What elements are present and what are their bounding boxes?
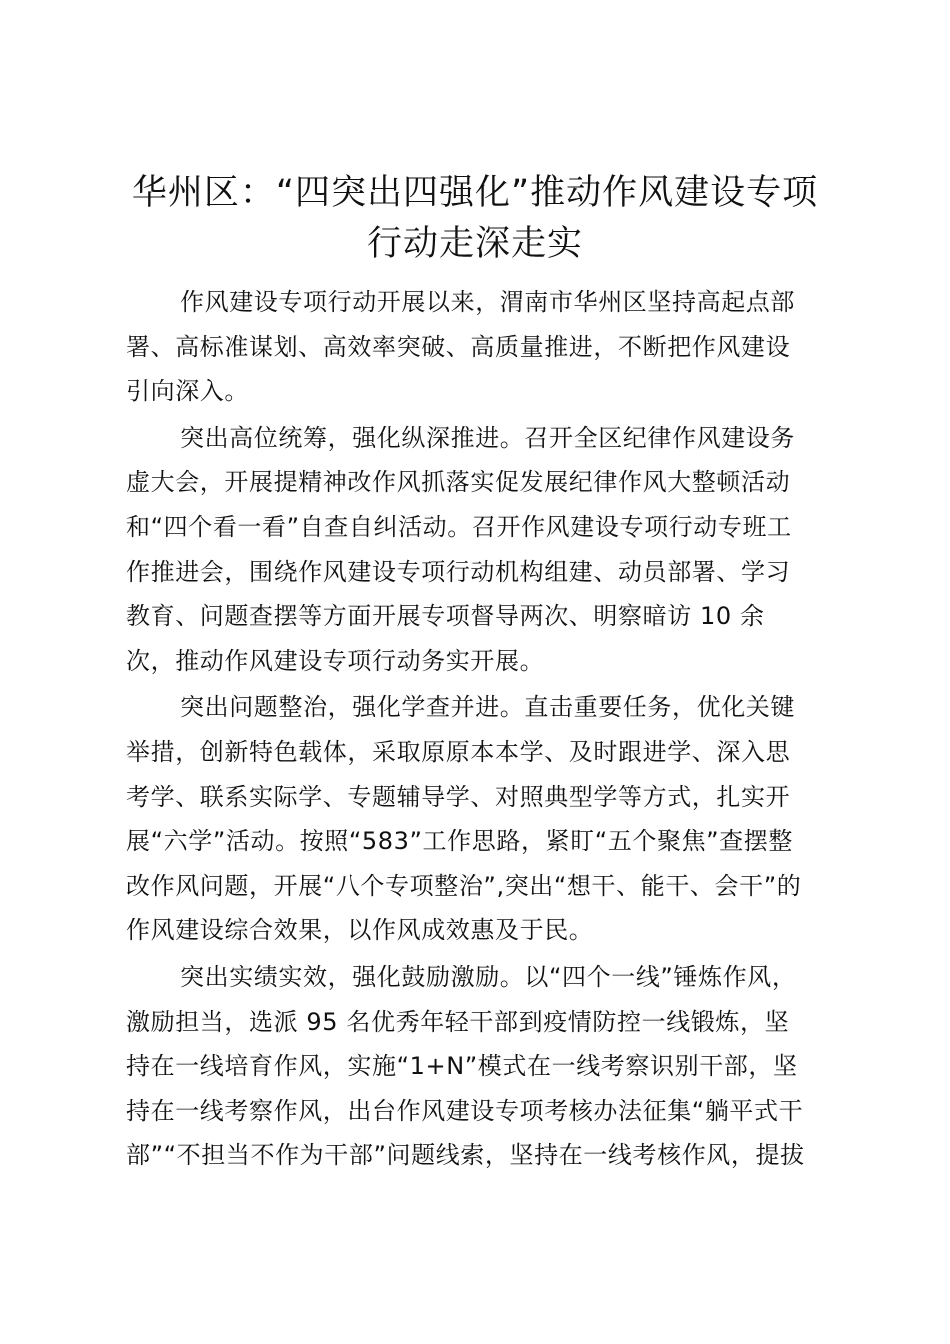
text-line: 突出问题整治，强化学查并进。直击重要任务，优化关键 <box>180 693 795 722</box>
paragraph-performance-incentive <box>126 955 846 1178</box>
text-line: 突出高位统筹，强化纵深推进。召开全区纪律作风建设务 <box>180 423 795 452</box>
document-body <box>126 280 846 1180</box>
text-line: 展“六学”活动。按照“583”工作思路，紧盯“五个聚焦”查摆整 <box>126 827 794 856</box>
text-line: 举措，创新特色载体，采取原原本本学、及时跟进学、深入思 <box>126 737 791 766</box>
text-line: 次，推动作风建设专项行动务实开展。 <box>126 646 545 675</box>
document-title <box>100 168 850 270</box>
text-line: 改作风问题，开展“八个专项整治”,突出“想干、能干、会干”的 <box>126 871 802 900</box>
text-line: 作推进会，围绕作风建设专项行动机构组建、动员部署、学习 <box>126 557 791 586</box>
text-line: 持在一线培育作风，实施“1+N”模式在一线考察识别干部，坚 <box>126 1052 798 1081</box>
paragraph-overall-planning <box>126 416 846 684</box>
text-line: 署、高标准谋划、高效率突破、高质量推进，不断把作风建设 <box>126 332 791 361</box>
text-line: 激励担当，选派 95 名优秀年轻干部到疫情防控一线锻炼，坚 <box>126 1007 790 1036</box>
text-line: 持在一线考察作风，出台作风建设专项考核办法征集“躺平式干 <box>126 1096 804 1125</box>
text-line: 突出实绩实效，强化鼓励激励。以“四个一线”锤炼作风， <box>180 962 797 991</box>
text-line: 考学、联系实际学、专题辅导学、对照典型学等方式，扎实开 <box>126 782 791 811</box>
paragraph-intro <box>126 280 846 414</box>
text-line: 虚大会，开展提精神改作风抓落实促发展纪律作风大整顿活动 <box>126 468 791 497</box>
title-line: 行动走深走实 <box>366 224 583 264</box>
text-line: 作风建设专项行动开展以来，渭南市华州区坚持高起点部 <box>180 288 795 316</box>
text-line: 作风建设综合效果，以作风成效惠及于民。 <box>126 916 594 945</box>
title-line: 华州区：“四突出四强化”推动作风建设专项 <box>131 173 819 213</box>
text-line: 引向深入。 <box>126 377 249 406</box>
paragraph-problem-rectification <box>126 685 846 953</box>
text-line: 教育、问题查摆等方面开展专项督导两次、明察暗访 10 余 <box>126 602 765 631</box>
text-line: 部”“不担当不作为干部”问题线索，坚持在一线考核作风，提拔 <box>126 1141 805 1170</box>
text-line: 和“四个看一看”自查自纠活动。召开作风建设专项行动专班工 <box>126 512 792 541</box>
